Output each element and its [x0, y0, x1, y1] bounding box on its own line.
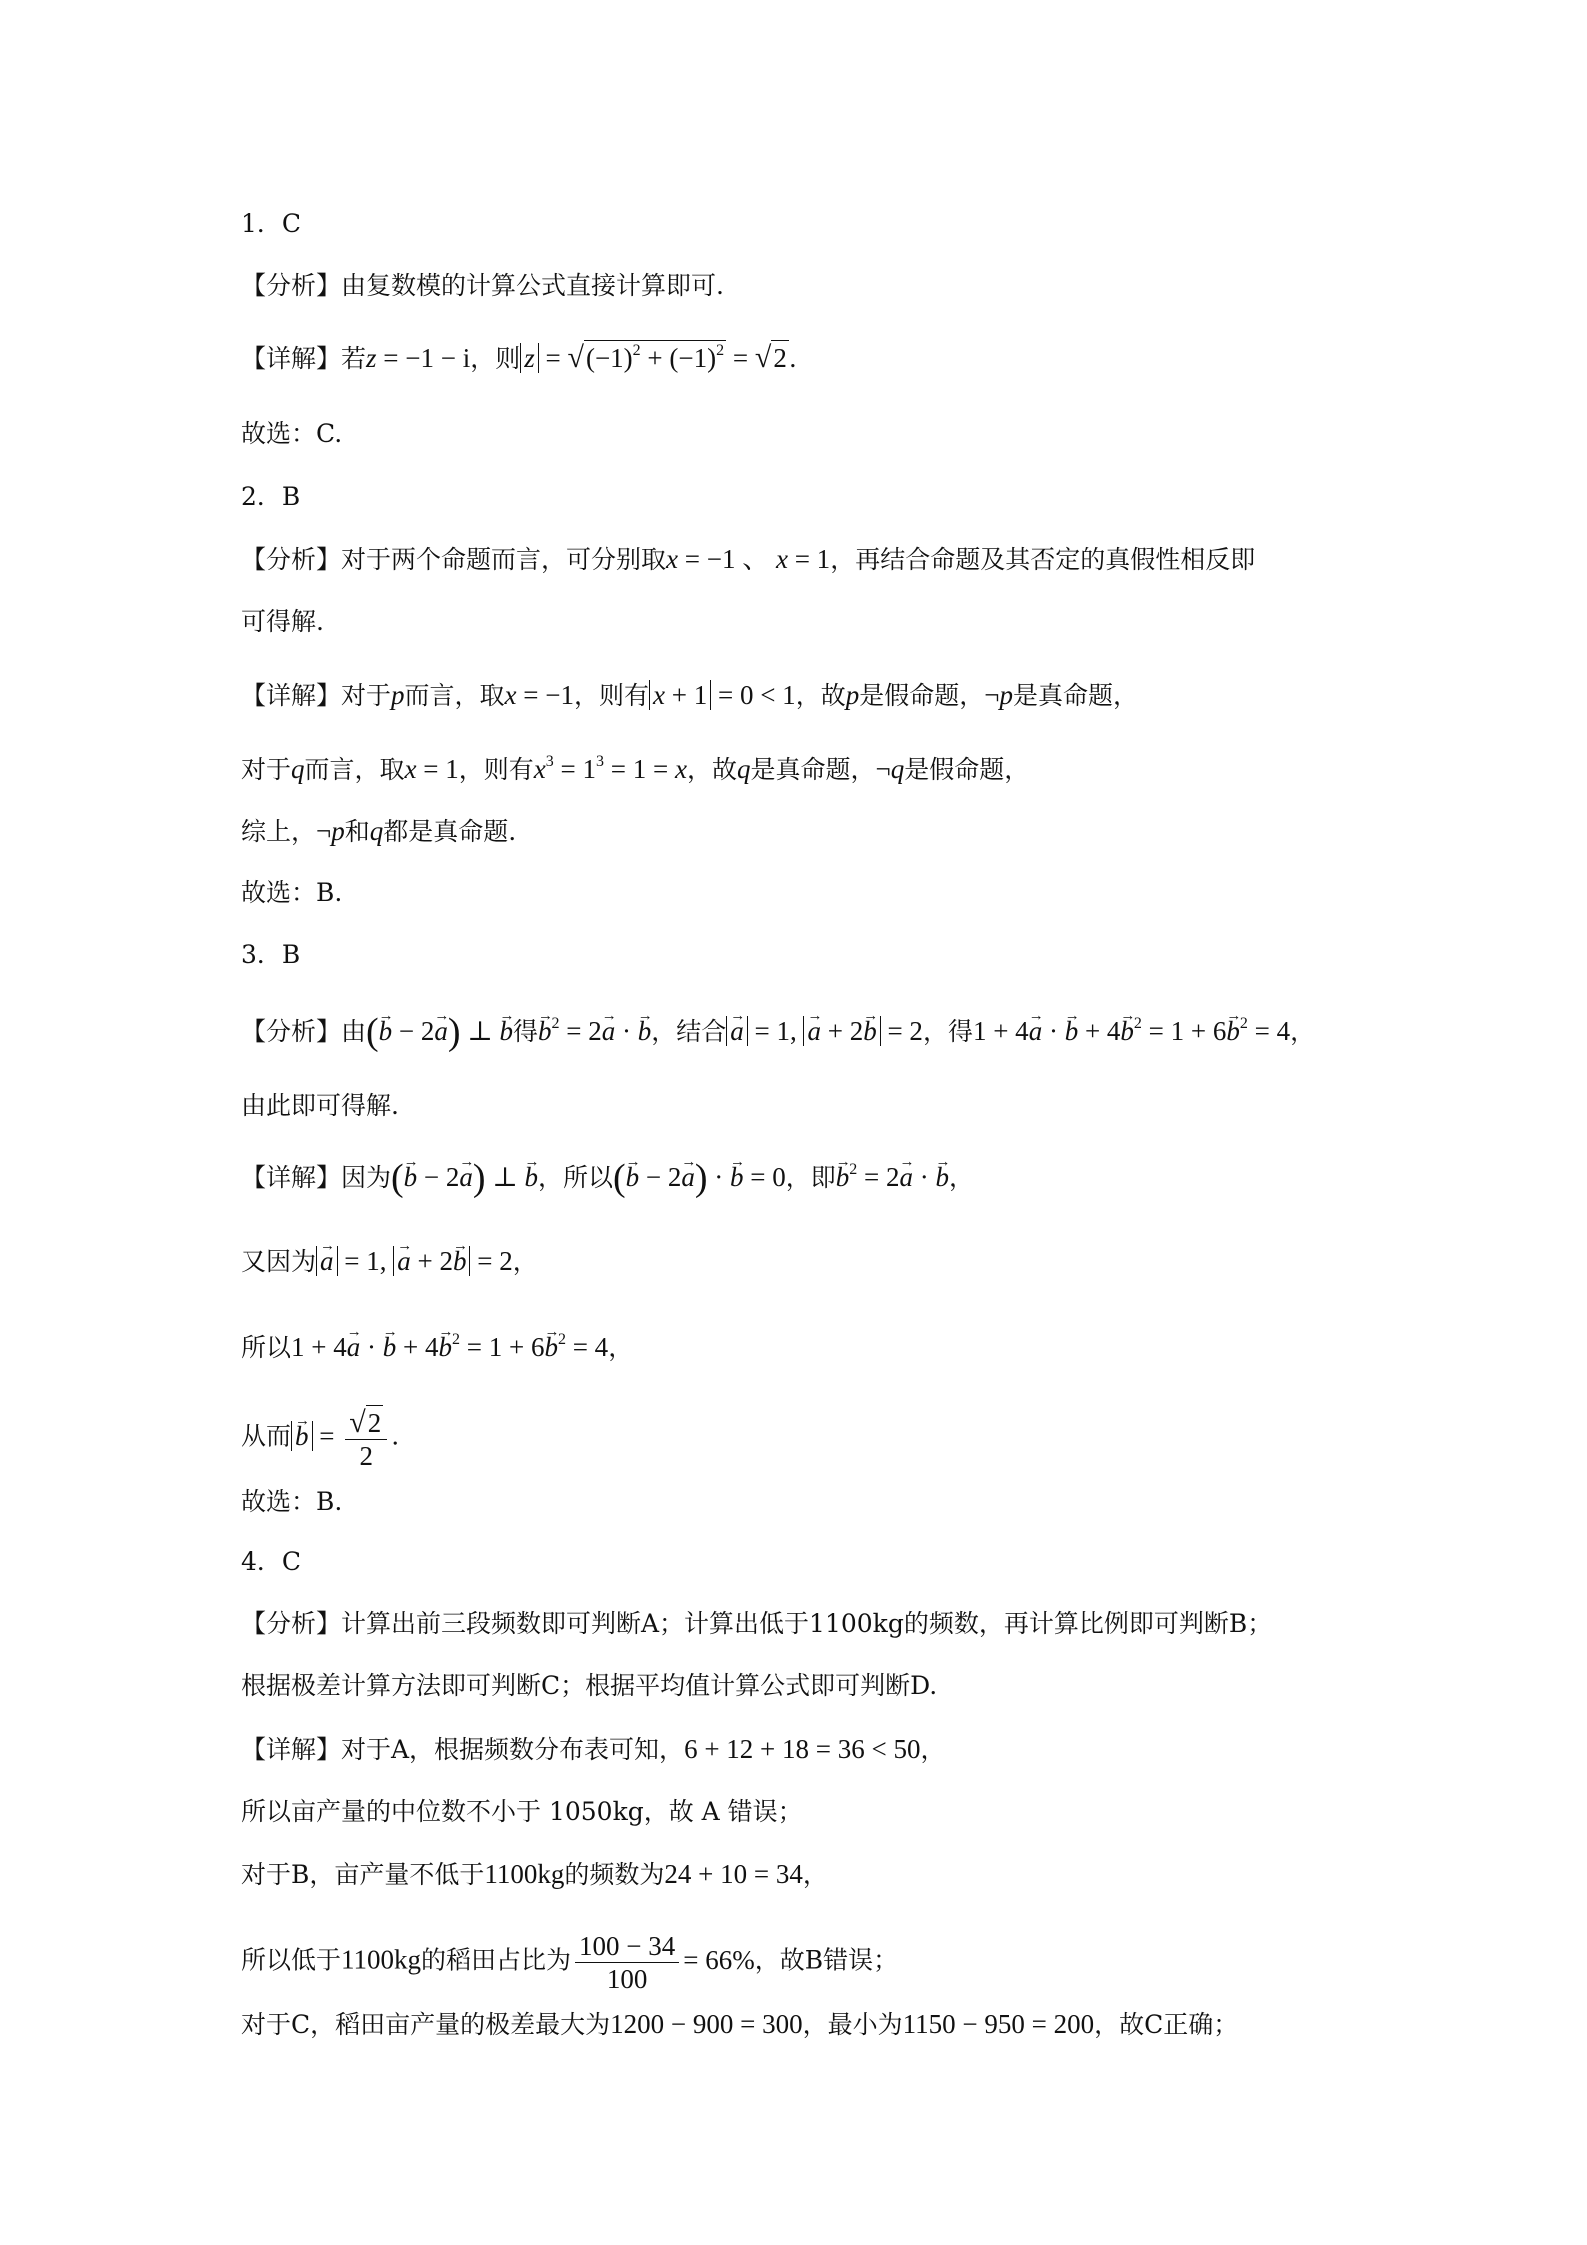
q2-detail-q: 对于q而言，取x = 1，则有$x^3 = 1^3 = 1 = x$，故q是真命题，¬q是假命题， [241, 753, 1030, 784]
q2-answer: 故选：B. [241, 878, 343, 907]
q2-analysis-line2: 可得解. [241, 607, 324, 636]
q3-line2: 又因为 a → = 1, a → + 2b → = 2， [241, 1244, 538, 1279]
q4-analysis-line1: 【分析】计算出前三段频数即可判断A；计算出低于1100kg的频数，再计算比例即可判断B； [241, 1609, 1273, 1638]
q3-answer: 故选：B. [241, 1487, 343, 1516]
q4-analysis-line2: 根据极差计算方法即可判断C；根据平均值计算公式即可判断D. [241, 1671, 938, 1700]
q4-detail-b: 对于B，亩产量不低于1100kg的频数为24 + 10 = 34， [241, 1859, 828, 1889]
q3-line4: 从而 b → = $\frac{√2}{2}$ . [241, 1405, 399, 1472]
q3-analysis-line2: 由此即可得解. [241, 1091, 399, 1120]
q3-detail: 【详解】因为(b → − 2a →) ⊥ b →，所以(b → − 2a →) · b → = 0，即b →$^2$ = 2a → · b →， [241, 1160, 974, 1195]
q3-analysis: 【分析】由(b → − 2a →) ⊥ b →得b →$^2$ = 2a → · b →，结合 a → = 1, a → + 2b → = 2，得1 + 4a → · b → + 4b →$^2$ = 1 + 6b →$^2$ = 4， [241, 1014, 1315, 1049]
q2-detail-p: 【详解】对于p而言，取x = −1，则有 x + 1 = 0 < 1，故p是假命题，¬p是真命题， [241, 680, 1138, 710]
q2-summary: 综上，¬p和q都是真命题. [241, 816, 517, 846]
q4-detail-a-conclusion: 所以亩产量的中位数不小于 1050kg，故 A 错误； [241, 1797, 803, 1826]
q4-detail-c: 对于C，稻田亩产量的极差最大为1200 − 900 = 300，最小为1150 − 950 = 200，故C正确； [241, 2009, 1239, 2039]
q4-detail-b-ratio: 所以低于1100kg的稻田占比为 $\frac{100 - 34}{100}$ = 66%，故B错误； [241, 1931, 899, 1994]
q2-analysis-line1: 【分析】对于两个命题而言，可分别取x = −1 、 x = 1，再结合命题及其否定的真假性相反即 [241, 544, 1256, 574]
q1-number: 1．C [241, 209, 302, 238]
q3-number: 3．B [241, 940, 301, 969]
q1-analysis: 【分析】由复数模的计算公式直接计算即可. [241, 271, 724, 300]
q2-number: 2．B [241, 482, 301, 511]
q3-line3: 所以1 + 4a → · b → + 4b →$^2$ = 1 + 6b →$^2$ = 4， [241, 1330, 633, 1365]
q4-number: 4．C [241, 1547, 302, 1576]
q1-answer: 故选：C. [241, 419, 343, 448]
q1-detail: 【详解】若z = −1 − i，则 $z = √(-1)^2 + (-1)^2 = √2$. [241, 341, 797, 374]
q4-detail-a: 【详解】对于A，根据频数分布表可知，6 + 12 + 18 = 36 < 50， [241, 1734, 946, 1764]
